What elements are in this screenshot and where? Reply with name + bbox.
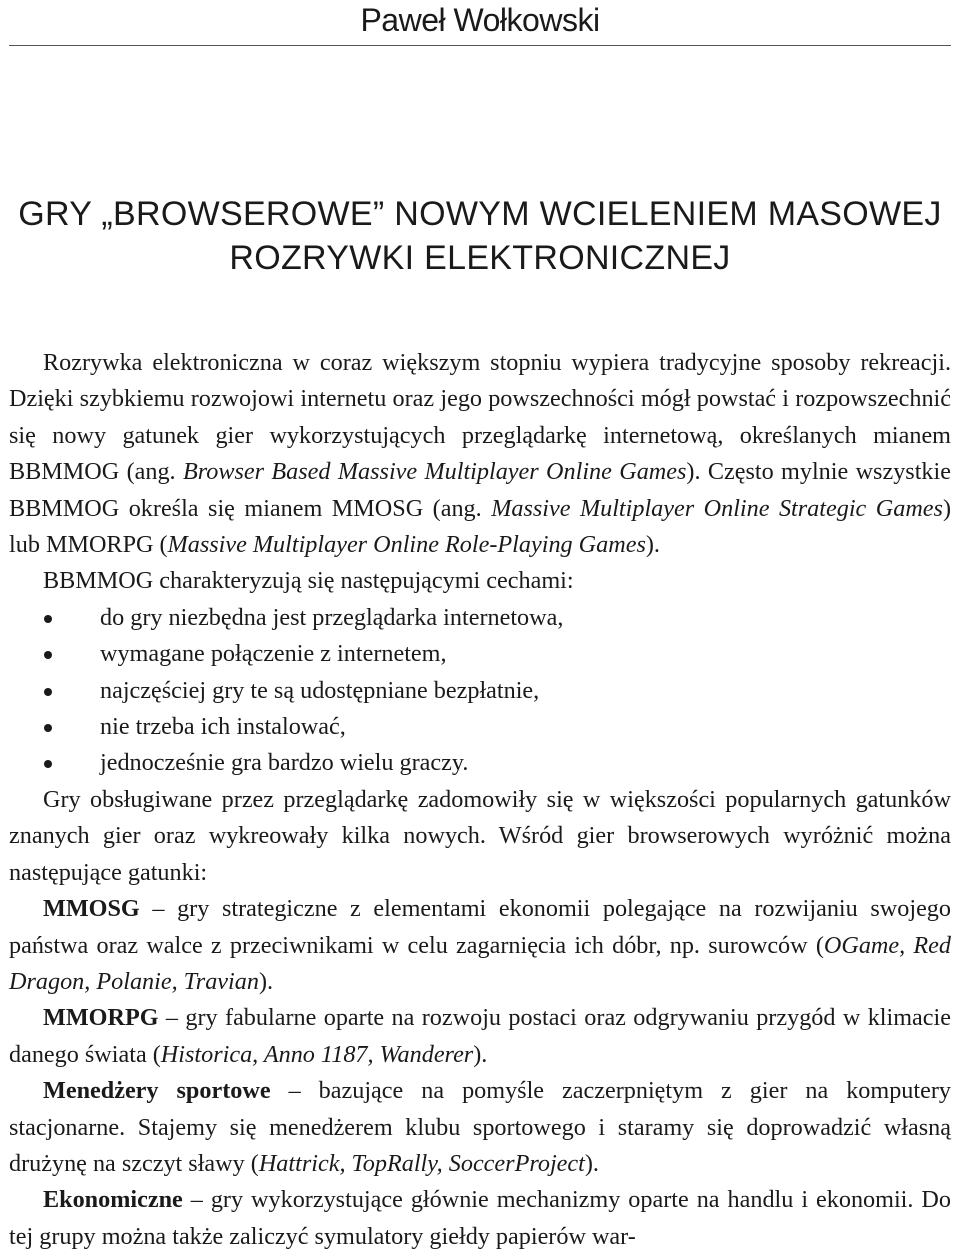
genre-paragraph-economic (9, 1182, 951, 1255)
chapter-title-line-2: ROZRYWKI ELEKTRONICZNEJ (229, 239, 731, 277)
header-rule (9, 45, 951, 46)
intro-text-1: Rozrywka elektroniczna w coraz większym stopniu wypiera tradycyjne sposoby rekreacji. Dzięki szybkiemu rozwojowi internetu oraz jego powszechności mógł powstać i rozpowszechnić się nowy gatunek gier wykorzystujących przeglądarkę internetową, określanych mianem BBMMOG (ang. (9, 349, 951, 486)
genre-description: – gry wykorzystujące głównie mechanizmy oparte na handlu i ekonomii. Do tej grupy można także zaliczyć symulatory giełdy papierów war- (9, 1186, 951, 1250)
intro-text-4: ). (645, 531, 660, 559)
intro-text-3: ) lub MMORPG ( (9, 494, 952, 559)
list-item (9, 636, 951, 672)
features-list (9, 600, 951, 782)
list-item (9, 673, 951, 709)
genre-examples: OGame, Red Dragon, Polanie, Travian (9, 931, 951, 995)
bullet-icon (44, 760, 52, 768)
genre-examples: Hattrick, TopRally, SoccerProject (258, 1149, 585, 1177)
genre-paragraph-mmorpg (9, 1000, 951, 1073)
genres-intro-paragraph: Gry obsługiwane przez przeglądarkę zadomowiły się w większości popularnych gatunków znanych gier oraz wykreowały kilka nowych. Wśród gier browserowych wyróżnić można następujące gatunki: (9, 785, 951, 886)
genre-paragraph-mmosg (9, 891, 951, 1000)
bullet-icon (44, 688, 52, 696)
chapter-title-line-1: GRY „BROWSEROWE” NOWYM WCIELENIEM MASOWEJ (18, 195, 942, 233)
list-item-text: jednocześnie gra bardzo wielu graczy. (100, 749, 469, 777)
genre-end: ). (473, 1040, 488, 1068)
bullet-icon (44, 651, 52, 659)
intro-text-2: ). Często mylnie wszystkie BBMMOG określa się mianem MMOSG (ang. (9, 458, 951, 522)
list-item-text: do gry niezbędna jest przeglądarka internetowa, (100, 603, 564, 631)
intro-paragraph (9, 345, 951, 563)
bullet-icon (44, 615, 52, 623)
intro-term-mmosg: Massive Multiplayer Online Strategic Games (491, 494, 943, 522)
genre-description: – gry strategiczne z elementami ekonomii polegające na rozwijaniu swojego państwa oraz walce z przeciwnikami w celu zagarnięcia ich dóbr, np. surowców ( (9, 895, 951, 959)
bullet-icon (44, 724, 52, 732)
genre-name: MMOSG (43, 895, 140, 923)
body-text (9, 345, 951, 1255)
list-item-text: nie trzeba ich instalować, (100, 713, 346, 741)
genre-name: Ekonomiczne (43, 1186, 183, 1214)
running-header-author: Paweł Wołkowski (360, 2, 600, 38)
genre-description: – bazujące na pomyśle zaczerpniętym z gier na komputery stacjonarne. Stajemy się menedżerem klubu sportowego i staramy się doprowadzić własną drużynę na szczyt sławy ( (9, 1077, 951, 1177)
list-item-text: najczęściej gry te są udostępniane bezpłatnie, (100, 676, 540, 704)
genre-name: MMORPG (43, 1004, 159, 1032)
genre-description: – gry fabularne oparte na rozwoju postaci oraz odgrywaniu przygód w klimacie danego świata ( (9, 1004, 951, 1068)
genre-name: Menedżery sportowe (43, 1077, 271, 1105)
genre-end: ). (258, 967, 274, 995)
genre-end: ). (584, 1149, 599, 1177)
intro-term-bbmmog: Browser Based Massive Multiplayer Online Games (182, 458, 687, 486)
list-item (9, 745, 951, 781)
genre-examples: Historica, Anno 1187, Wanderer (160, 1040, 474, 1068)
list-item (9, 600, 951, 636)
intro-term-mmorpg: Massive Multiplayer Online Role-Playing Games (167, 531, 646, 559)
list-item (9, 709, 951, 745)
list-item-text: wymagane połączenie z internetem, (100, 640, 447, 668)
chapter-title (0, 192, 960, 280)
features-lead: BBMMOG charakteryzują się następującymi cechami: (43, 567, 574, 595)
genre-paragraph-sports-managers (9, 1073, 951, 1182)
